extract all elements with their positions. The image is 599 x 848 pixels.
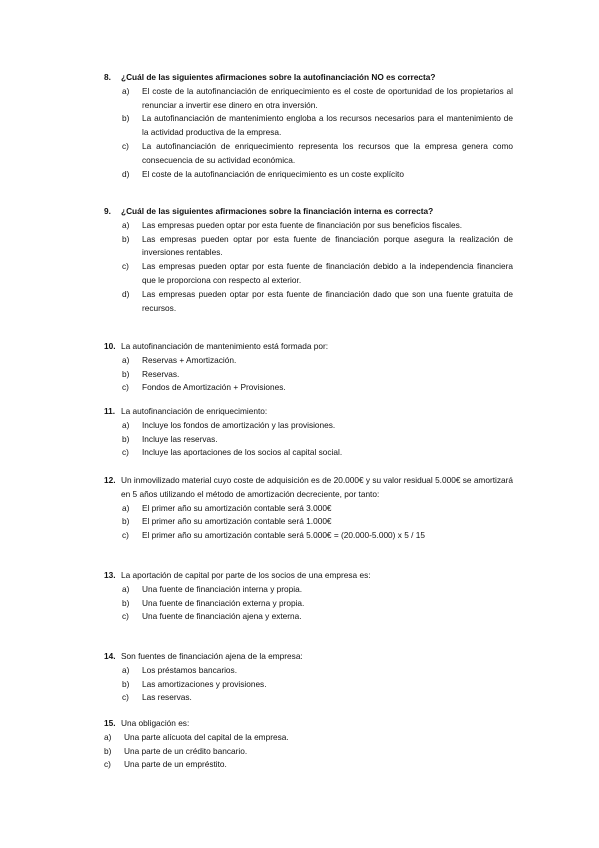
option [122, 112, 513, 140]
option [122, 446, 513, 460]
question-text: La autofinanciación de enriquecimiento: [121, 406, 268, 416]
option-letter: a) [122, 664, 130, 675]
option-text: Incluye las aportaciones de los socios al capital social. [142, 447, 343, 458]
option-letter: b) [122, 433, 130, 444]
option-letter: a) [122, 502, 130, 513]
option-letter: c) [122, 530, 129, 541]
question-title [104, 71, 513, 85]
option [122, 419, 513, 433]
option-letter: b) [122, 233, 130, 244]
option-text: Las amortizaciones y provisiones. [142, 678, 267, 689]
option-letter: b) [122, 113, 130, 124]
question-text: ¿Cuál de las siguientes afirmaciones sobre la financiación interna es correcta? [121, 206, 434, 216]
option-text: Una parte alícuota del capital de la empresa. [124, 731, 289, 742]
question-title [104, 569, 513, 583]
option-letter: b) [122, 597, 130, 608]
option [122, 288, 513, 316]
option-letter: c) [122, 611, 129, 622]
question-8 [104, 71, 513, 181]
option-text: Una fuente de financiación interna y propia. [142, 583, 303, 594]
question-title [104, 650, 513, 664]
option-letter: c) [122, 261, 129, 272]
option [122, 678, 513, 692]
option-text: Las empresas pueden optar por esta fuente de financiación dado que son una fuente gratuita de recursos. [142, 288, 513, 313]
option [122, 260, 513, 288]
option-letter: a) [104, 731, 112, 742]
option-text: Una parte de un empréstito. [124, 759, 227, 770]
option-letter: a) [122, 354, 130, 365]
option-letter: a) [122, 419, 130, 430]
option-text: Una fuente de financiación externa y propia. [142, 597, 305, 608]
question-text: La aportación de capital por parte de los socios de una empresa es: [121, 570, 371, 580]
question-number: 8. [104, 72, 111, 82]
option-text: Fondos de Amortización + Provisiones. [142, 382, 286, 393]
option [122, 354, 513, 368]
question-11 [104, 405, 513, 460]
option-letter: c) [104, 759, 111, 770]
question-number: 10. [104, 341, 116, 351]
question-text: Son fuentes de financiación ajena de la empresa: [121, 651, 303, 661]
option [122, 664, 513, 678]
question-title [104, 340, 513, 354]
question-13 [104, 569, 513, 624]
question-15 [104, 717, 513, 772]
question-text: Una obligación es: [121, 718, 190, 728]
option-text: Las reservas. [142, 692, 192, 703]
question-title [104, 405, 513, 419]
question-text: Un inmovilizado material cuyo coste de adquisición es de 20.000€ y su valor residual 5.000€ se amortizará en 5 años utilizando el método de amortización decreciente, por tanto: [121, 475, 514, 499]
option-letter: a) [122, 583, 130, 594]
option [122, 368, 513, 382]
question-14 [104, 650, 513, 705]
option-text: Incluye las reservas. [142, 433, 218, 444]
option-text: Incluye los fondos de amortización y las provisiones. [142, 419, 336, 430]
option-text: La autofinanciación de mantenimiento engloba a los recursos necesarios para el mantenimiento de la actividad productiva de la empresa. [142, 113, 513, 138]
option-letter: a) [122, 219, 130, 230]
option-letter: d) [122, 168, 130, 179]
question-title [104, 717, 513, 731]
option-letter: b) [104, 745, 112, 756]
option-text: Reservas + Amortización. [142, 354, 237, 365]
option [122, 433, 513, 447]
option [122, 381, 513, 395]
option [122, 583, 513, 597]
option-text: Las empresas pueden optar por esta fuente de financiación porque asegura la realización de inversiones rentables. [142, 233, 513, 258]
option [122, 529, 513, 543]
option [104, 745, 513, 759]
question-number: 11. [104, 406, 116, 416]
question-title [104, 205, 513, 219]
option-letter: c) [122, 140, 129, 151]
option [122, 168, 513, 182]
option-text: El primer año su amortización contable será 1.000€ [142, 516, 332, 527]
question-title [104, 474, 513, 502]
option-text: Reservas. [142, 368, 180, 379]
option-text: El primer año su amortización contable será 5.000€ = (20.000-5.000) x 5 / 15 [142, 530, 425, 541]
question-12 [104, 474, 513, 543]
option [104, 758, 513, 772]
option [122, 691, 513, 705]
option-letter: a) [122, 85, 130, 96]
question-10 [104, 340, 513, 395]
question-number: 15. [104, 718, 116, 728]
question-text: ¿Cuál de las siguientes afirmaciones sobre la autofinanciación NO es correcta? [121, 72, 436, 82]
option-letter: b) [122, 368, 130, 379]
option-letter: c) [122, 447, 129, 458]
option-text: Las empresas pueden optar por esta fuente de financiación por sus beneficios fiscales. [142, 219, 463, 230]
option-text: El primer año su amortización contable será 3.000€ [142, 502, 332, 513]
option-letter: c) [122, 692, 129, 703]
question-number: 14. [104, 651, 116, 661]
question-number: 12. [104, 475, 116, 485]
option [122, 140, 513, 168]
option [122, 502, 513, 516]
option-text: Los préstamos bancarios. [142, 664, 238, 675]
option-text: El coste de la autofinanciación de enriquecimiento es el coste de oportunidad de los propietarios al renunciar a invertir ese dinero en otra inversión. [142, 85, 513, 110]
option-letter: c) [122, 382, 129, 393]
option-letter: d) [122, 288, 130, 299]
question-number: 13. [104, 570, 116, 580]
option [104, 731, 513, 745]
option [122, 233, 513, 261]
question-text: La autofinanciación de mantenimiento está formada por: [121, 341, 329, 351]
question-9 [104, 205, 513, 315]
question-number: 9. [104, 206, 111, 216]
option [122, 85, 513, 113]
option-text: La autofinanciación de enriquecimiento representa los recursos que la empresa genera como consecuencia de su actividad económica. [142, 140, 513, 165]
option [122, 610, 513, 624]
option [122, 219, 513, 233]
option-letter: b) [122, 516, 130, 527]
option-text: Una fuente de financiación ajena y externa. [142, 611, 302, 622]
option [122, 597, 513, 611]
option-letter: b) [122, 678, 130, 689]
option-text: Las empresas pueden optar por esta fuente de financiación debido a la independencia financiera que le proporciona con respecto al exterior. [142, 261, 513, 285]
option-text: El coste de la autofinanciación de enriquecimiento es un coste explícito [142, 168, 404, 179]
option-text: Una parte de un crédito bancario. [124, 745, 248, 756]
option [122, 515, 513, 529]
